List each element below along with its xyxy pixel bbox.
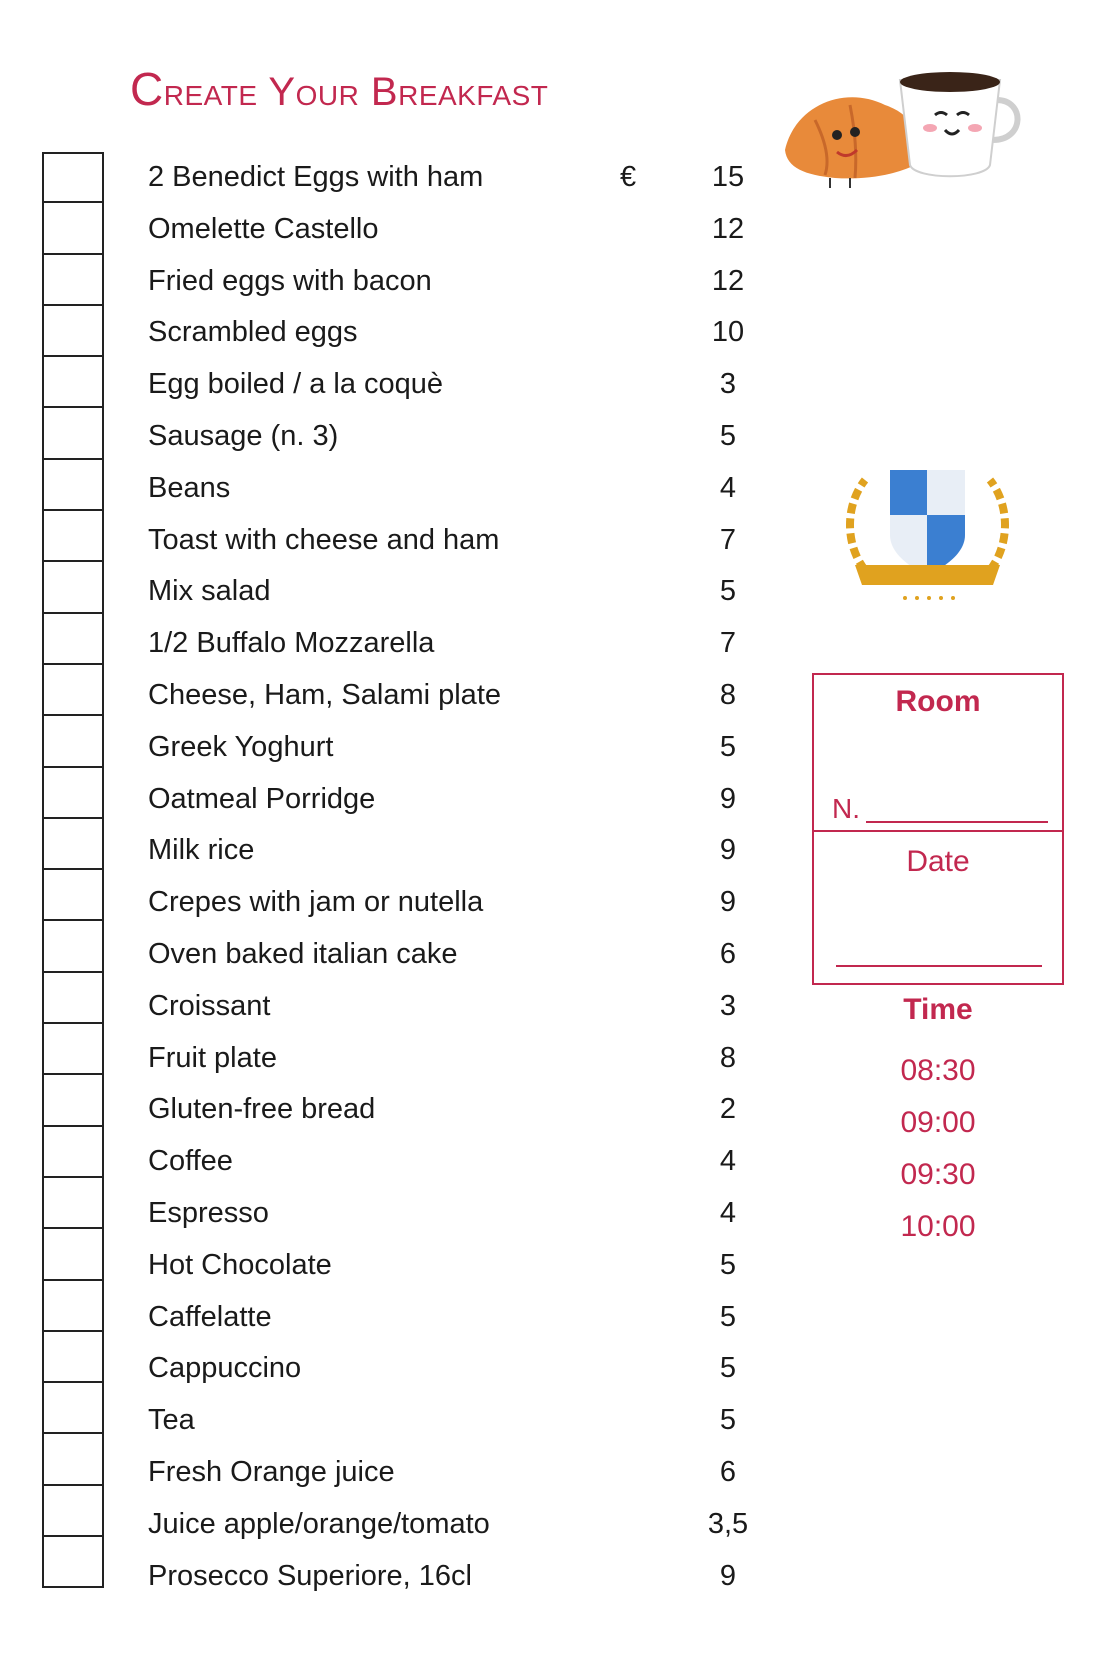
menu-item-price: 7: [719, 523, 737, 556]
menu-item-name: Milk rice: [148, 834, 255, 867]
menu-item: [0, 566, 760, 618]
menu-item: [0, 463, 760, 515]
menu-item-price: 5: [719, 1404, 737, 1437]
menu-item-name: Hot Chocolate: [148, 1248, 332, 1281]
menu-item-price: 2: [719, 1093, 737, 1126]
menu-item-price: 4: [719, 1145, 737, 1178]
menu-item-price: 10: [711, 316, 745, 349]
menu-item: [0, 825, 760, 877]
menu-item: [0, 670, 760, 722]
menu-item-name: Crepes with jam or nutella: [148, 886, 484, 919]
menu-item-price: 9: [719, 834, 737, 867]
menu-item: [0, 722, 760, 774]
menu-item: [0, 1240, 760, 1292]
menu-item-price: 5: [719, 1352, 737, 1385]
menu-item-price: 3: [719, 989, 737, 1022]
menu-item: [0, 1292, 760, 1344]
menu-item-name: Cheese, Ham, Salami plate: [148, 678, 501, 711]
menu-item-price: 8: [719, 678, 737, 711]
menu-item-name: Omelette Castello: [148, 212, 379, 245]
menu-item-price: 5: [719, 1248, 737, 1281]
coffee-cup-icon: [900, 72, 1018, 176]
time-slot[interactable]: 09:00: [900, 1106, 976, 1139]
menu-item: [0, 929, 760, 981]
hotel-crest-logo: [835, 460, 1020, 610]
time-slot[interactable]: 10:00: [900, 1210, 976, 1243]
menu-item: [0, 1551, 760, 1603]
menu-item: [0, 877, 760, 929]
time-slot-list: [812, 1045, 1064, 1253]
menu-item: [0, 256, 760, 308]
menu-item-price: 9: [719, 1559, 737, 1592]
menu-item-name: Croissant: [148, 989, 271, 1022]
menu-item-name: Scrambled eggs: [148, 316, 358, 349]
menu-item-name: Fresh Orange juice: [148, 1455, 395, 1488]
menu-item-price: 5: [719, 1300, 737, 1333]
menu-item-name: Mix salad: [148, 575, 271, 608]
menu-item: [0, 1136, 760, 1188]
menu-item: [0, 1447, 760, 1499]
menu-item-price: 5: [719, 730, 737, 763]
menu-item-price: 8: [719, 1041, 737, 1074]
menu-item-price: 4: [719, 471, 737, 504]
menu-item-name: Coffee: [148, 1145, 233, 1178]
date-field[interactable]: [836, 965, 1042, 967]
room-label: Room: [895, 685, 981, 718]
menu-item-name: Greek Yoghurt: [148, 730, 334, 763]
menu-item-price: 4: [719, 1196, 737, 1229]
menu-item: [0, 1395, 760, 1447]
menu-item: [0, 307, 760, 359]
menu-item-price: 9: [719, 782, 737, 815]
menu-item-name: Beans: [148, 471, 231, 504]
menu-item: [0, 774, 760, 826]
menu-item-name: Tea: [148, 1404, 195, 1437]
menu-item: [0, 515, 760, 567]
menu-item-price: 3: [719, 368, 737, 401]
menu-item-name: Juice apple/orange/tomato: [148, 1507, 490, 1540]
time-label: Time: [903, 993, 973, 1026]
menu-item-name: Fruit plate: [148, 1041, 277, 1074]
menu-item-price: 12: [711, 212, 745, 245]
menu-item-price: 15: [711, 161, 745, 193]
menu-item: [0, 1084, 760, 1136]
menu-item: [0, 1033, 760, 1085]
menu-item-name: 1/2 Buffalo Mozzarella: [148, 627, 435, 660]
menu-item-name: Oven baked italian cake: [148, 937, 458, 970]
menu-item: [0, 1188, 760, 1240]
croissant-icon: [785, 97, 919, 188]
menu-item-name: Prosecco Superiore, 16cl: [148, 1559, 472, 1592]
menu-item-price: 6: [719, 1455, 737, 1488]
menu-item-name: Toast with cheese and ham: [148, 523, 500, 556]
date-label: Date: [906, 845, 970, 878]
room-date-box: [812, 673, 1064, 985]
menu-item-name: Caffelatte: [148, 1300, 272, 1333]
menu-item-name: 2 Benedict Eggs with ham: [148, 161, 484, 193]
menu-item-price: 12: [711, 264, 745, 297]
page-title: Create Your Breakfast: [130, 63, 549, 115]
menu-item: [0, 204, 760, 256]
menu-item-price: 5: [719, 419, 737, 452]
menu-item-price: 7: [719, 627, 737, 660]
menu-item: [0, 411, 760, 463]
menu-item: [0, 359, 760, 411]
room-number-prefix: N.: [832, 793, 860, 824]
menu-item-name: Cappuccino: [148, 1352, 302, 1385]
menu-item-price: 6: [719, 937, 737, 970]
menu-item-name: Gluten-free bread: [148, 1093, 376, 1126]
time-slot[interactable]: 08:30: [900, 1054, 976, 1087]
croissant-coffee-illustration: [775, 60, 1045, 190]
divider: [814, 830, 1062, 832]
menu-item-name: Oatmeal Porridge: [148, 782, 376, 815]
time-slot[interactable]: 09:30: [900, 1158, 976, 1191]
menu-item-name: Sausage (n. 3): [148, 419, 339, 452]
menu-item: [0, 1499, 760, 1551]
menu-item-name: Espresso: [148, 1196, 269, 1229]
menu-list: [0, 152, 760, 1602]
menu-item-name: Egg boiled / a la coquè: [148, 368, 444, 401]
menu-item-price: 5: [719, 575, 737, 608]
menu-item: [0, 152, 760, 204]
menu-item: [0, 618, 760, 670]
room-number-field[interactable]: [866, 821, 1048, 823]
menu-item: [0, 1343, 760, 1395]
menu-item-price: 9: [719, 886, 737, 919]
menu-item: [0, 981, 760, 1033]
menu-item-name: Fried eggs with bacon: [148, 264, 432, 297]
menu-item-price: 3,5: [707, 1507, 749, 1540]
currency-symbol: €: [620, 161, 637, 193]
